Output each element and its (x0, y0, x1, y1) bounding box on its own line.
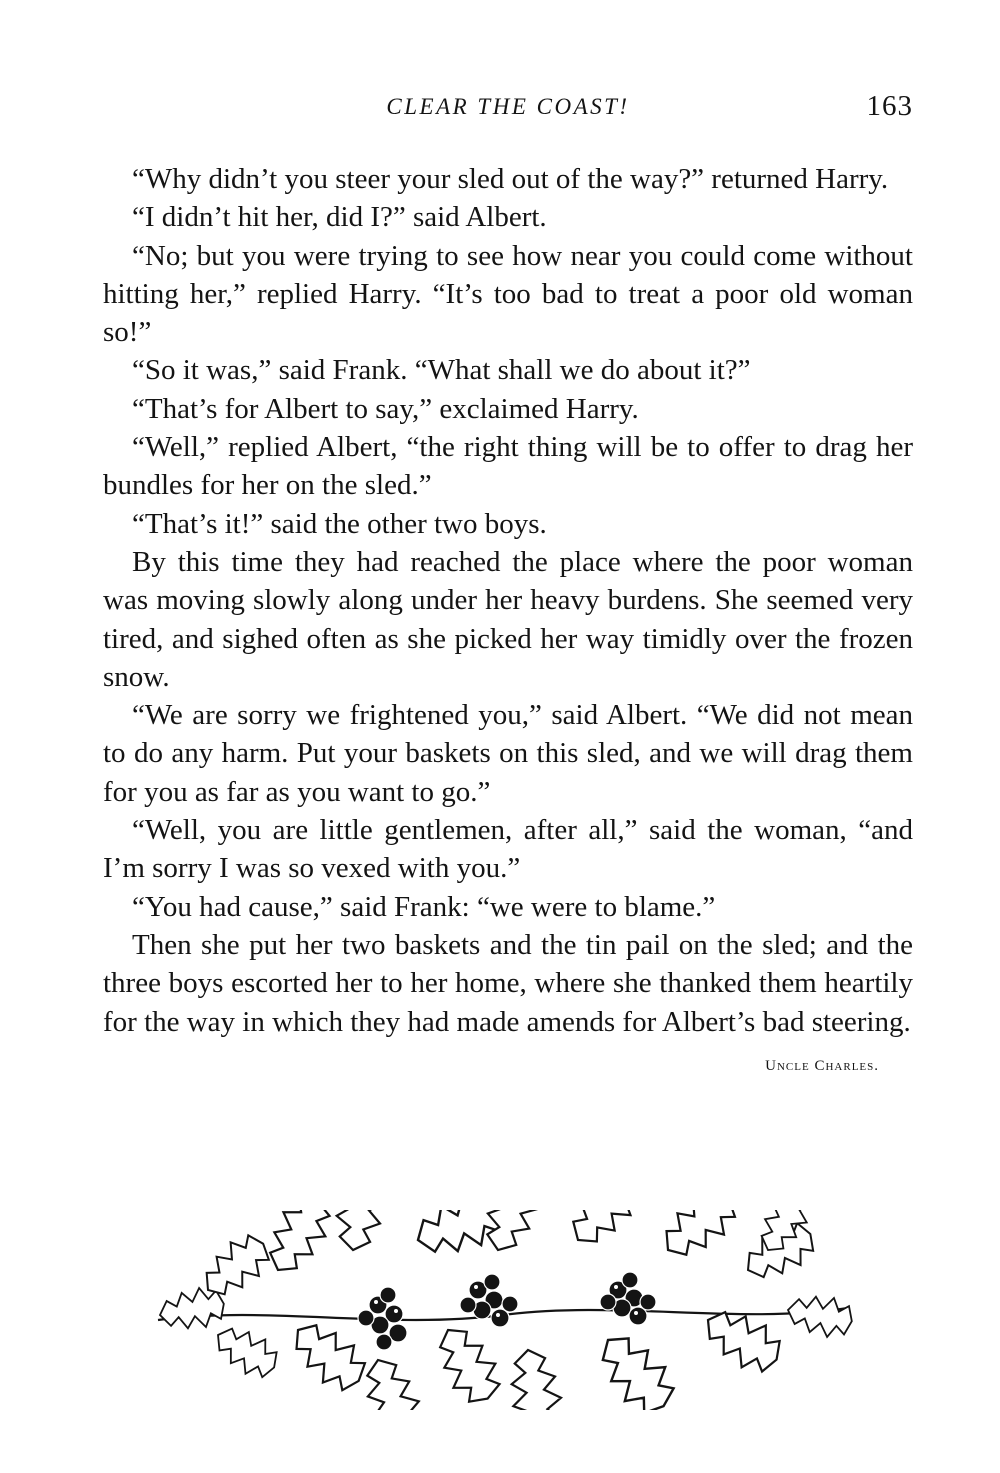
final-paragraph-text: Then she put her two baskets and the tin pail on the sled; and the three boys escorted her to her home, where she thanked them heartily for the way in which they had made amends for Albert’s bad steering. (103, 928, 913, 1038)
paragraph-6: “Well,” replied Albert, “the right thing will be to offer to drag her bundles for her on the sled.” (103, 431, 913, 502)
paragraph-11: “You had cause,” said Frank: “we were to blame.” (132, 890, 716, 923)
holly-garland-icon (148, 1210, 858, 1410)
running-title: CLEAR THE COAST! (386, 94, 630, 119)
paragraph-9: “We are sorry we frightened you,” said Albert. “We did not mean to do any harm. Put your baskets on this sled, and we will drag them for you as far as you want to go.” (103, 699, 913, 808)
paragraph-3: “No; but you were trying to see how near you could come without hitting her,” replied Harry. “It’s too bad to treat a poor old woman so!” (103, 239, 913, 349)
page-number: 163 (866, 90, 913, 122)
paragraph-5: “That’s for Albert to say,” exclaimed Harry. (132, 392, 639, 425)
paragraph-12 (103, 926, 913, 1074)
paragraph-1: “Why didn’t you steer your sled out of the way?” returned Harry. (132, 163, 889, 195)
paragraph-10: “Well, you are little gentlemen, after all,” said the woman, “and I’m sorry I was so vexed with you.” (103, 814, 913, 885)
author-signature: Uncle Charles. (765, 1057, 879, 1074)
paragraph-8: By this time they had reached the place where the poor woman was moving slowly along under her heavy burdens. She seemed very tired, and sighed often as she picked her way timidly over the frozen snow. (103, 545, 913, 693)
running-head (103, 90, 913, 130)
paragraph-2: “I didn’t hit her, did I?” said Albert. (132, 201, 547, 234)
paragraph-4: “So it was,” said Frank. “What shall we do about it?” (132, 354, 751, 387)
paragraph-7: “That’s it!” said the other two boys. (132, 507, 547, 540)
body-text (103, 160, 913, 1085)
